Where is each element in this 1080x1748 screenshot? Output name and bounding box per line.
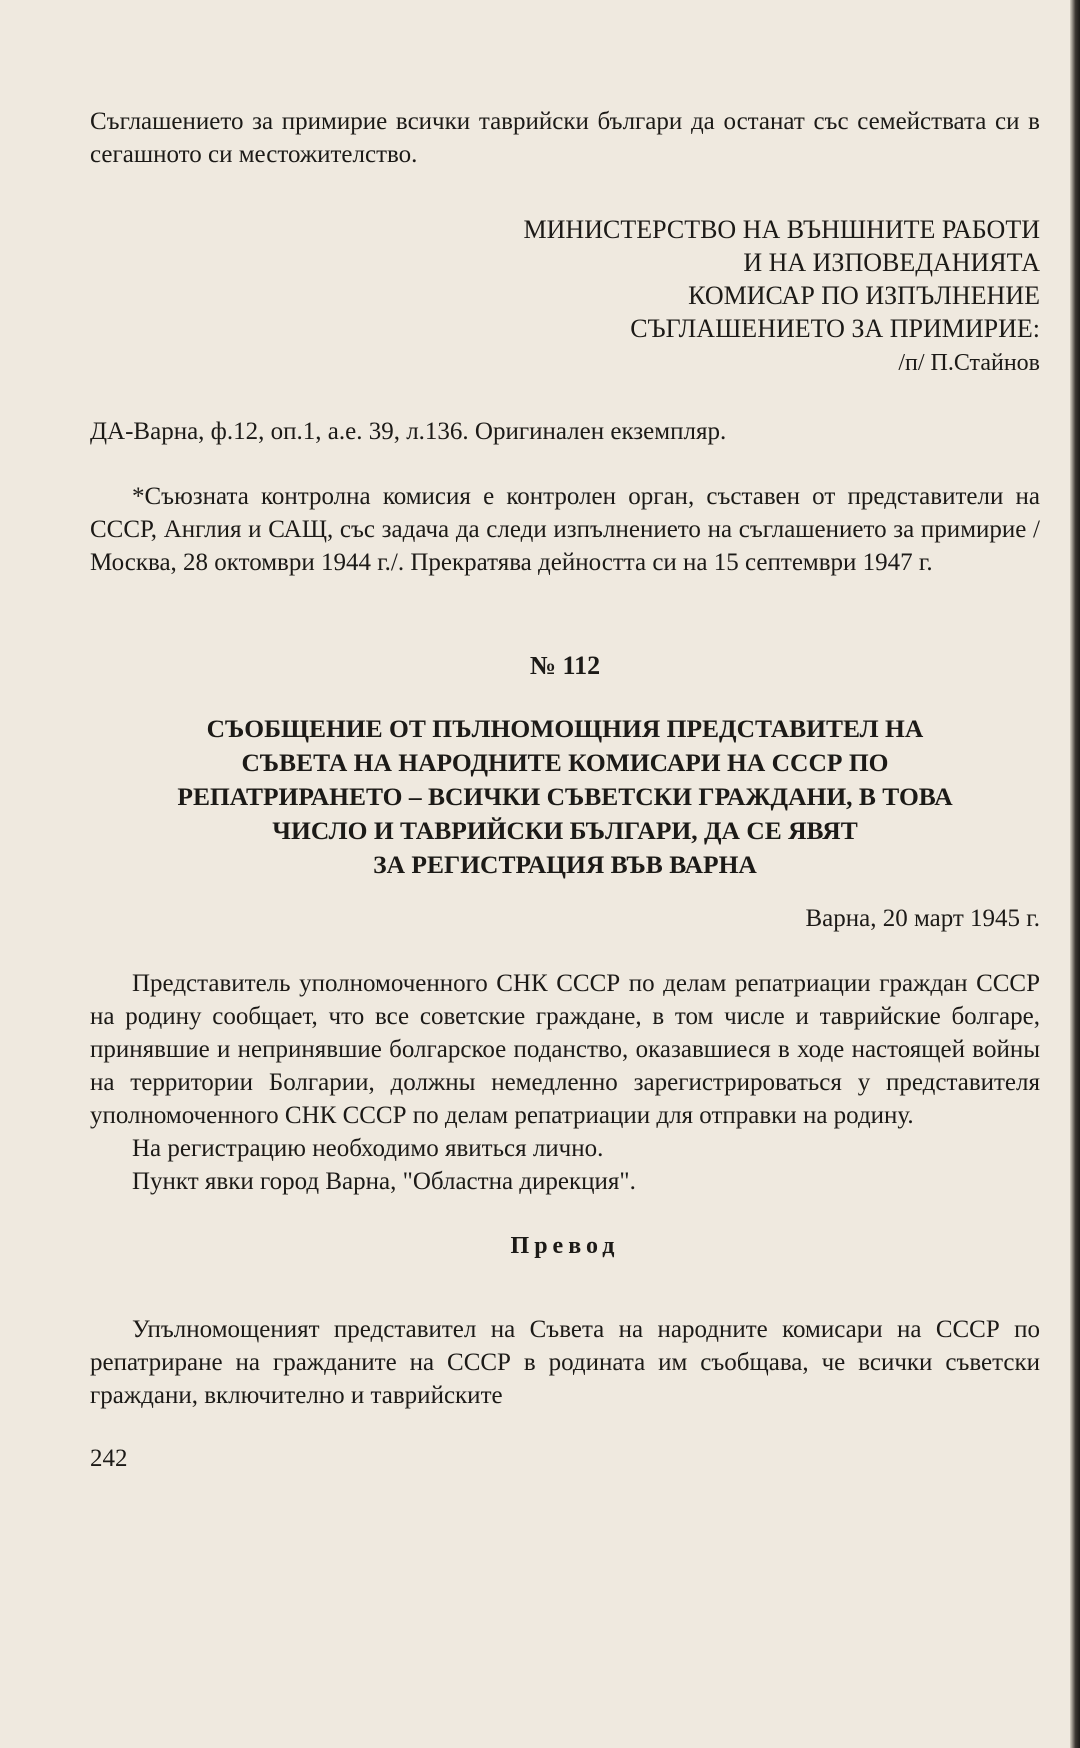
signature-line: СЪГЛАШЕНИЕТО ЗА ПРИМИРИЕ: [630, 314, 1040, 343]
page-number: 242 [90, 1445, 128, 1472]
translation-paragraph: Упълномощеният представител на Съвета на народните комисари на СССР по репатриране на гражданите на СССР в родината им съобщава, че всички съветски граждани, включително и таврийските [90, 1316, 1040, 1409]
title-line: СЪОБЩЕНИЕ ОТ ПЪЛНОМОЩНИЯ ПРЕДСТАВИТЕЛ НА [206, 714, 924, 743]
russian-paragraph: Представитель уполномоченного СНК СССР по делам репатриации граждан СССР на родину сообщает, что все советские граждане, в том числе и таврийские болгаре, принявшие и непринявшие болгарское поданство, оказавшиеся в ходе настоящей войны на территории Болгарии, должны немедленно зарегистрироваться у представителя уполномоченного СНК СССР по делам репатриации для отправки на родину. [90, 970, 1040, 1129]
signature-line: И НА ИЗПОВЕДАНИЯТА [743, 248, 1040, 277]
translation-heading: Превод [510, 1233, 620, 1259]
archive-reference: ДА-Варна, ф.12, оп.1, а.е. 39, л.136. Оригинален екземпляр. [90, 418, 727, 445]
russian-paragraph: Пункт явки город Варна, "Областна дирекция". [132, 1168, 636, 1195]
intro-paragraph: Съглашението за примирие всички таврийски българи да останат със семействата си в сегашното си местожителство. [90, 108, 1040, 168]
footnote: *Съюзната контролна комисия е контролен орган, съставен от представители на СССР, Англия и САЩ, със задача да следи изпълнението на съглашението за примирие /Москва, 28 октомври 1944 г./. Прекратява дейността си на 15 септември 1947 г. [90, 483, 1040, 576]
title-line: СЪВЕТА НА НАРОДНИТЕ КОМИСАРИ НА СССР ПО [241, 748, 889, 777]
book-page-edge [1070, 0, 1080, 1748]
document-date: Варна, 20 март 1945 г. [805, 905, 1040, 932]
title-line: РЕПАТРИРАНЕТО – ВСИЧКИ СЪВЕТСКИ ГРАЖДАНИ, В ТОВА [177, 782, 953, 811]
signature-block [90, 213, 1040, 380]
signature-line: МИНИСТЕРСТВО НА ВЪНШНИТЕ РАБОТИ [523, 215, 1040, 244]
title-line: ЧИСЛО И ТАВРИЙСКИ БЪЛГАРИ, ДА СЕ ЯВЯТ [272, 816, 858, 845]
document-title [90, 712, 1040, 882]
russian-paragraph: На регистрацию необходимо явиться лично. [132, 1135, 604, 1162]
signer-name: /п/ П.Стайнов [898, 350, 1040, 376]
russian-text [90, 967, 1040, 1198]
signature-line: КОМИСАР ПО ИЗПЪЛНЕНИЕ [688, 281, 1040, 310]
document-number: № 112 [529, 651, 601, 680]
document-page [90, 105, 1040, 1475]
title-line: ЗА РЕГИСТРАЦИЯ ВЪВ ВАРНА [373, 850, 757, 879]
